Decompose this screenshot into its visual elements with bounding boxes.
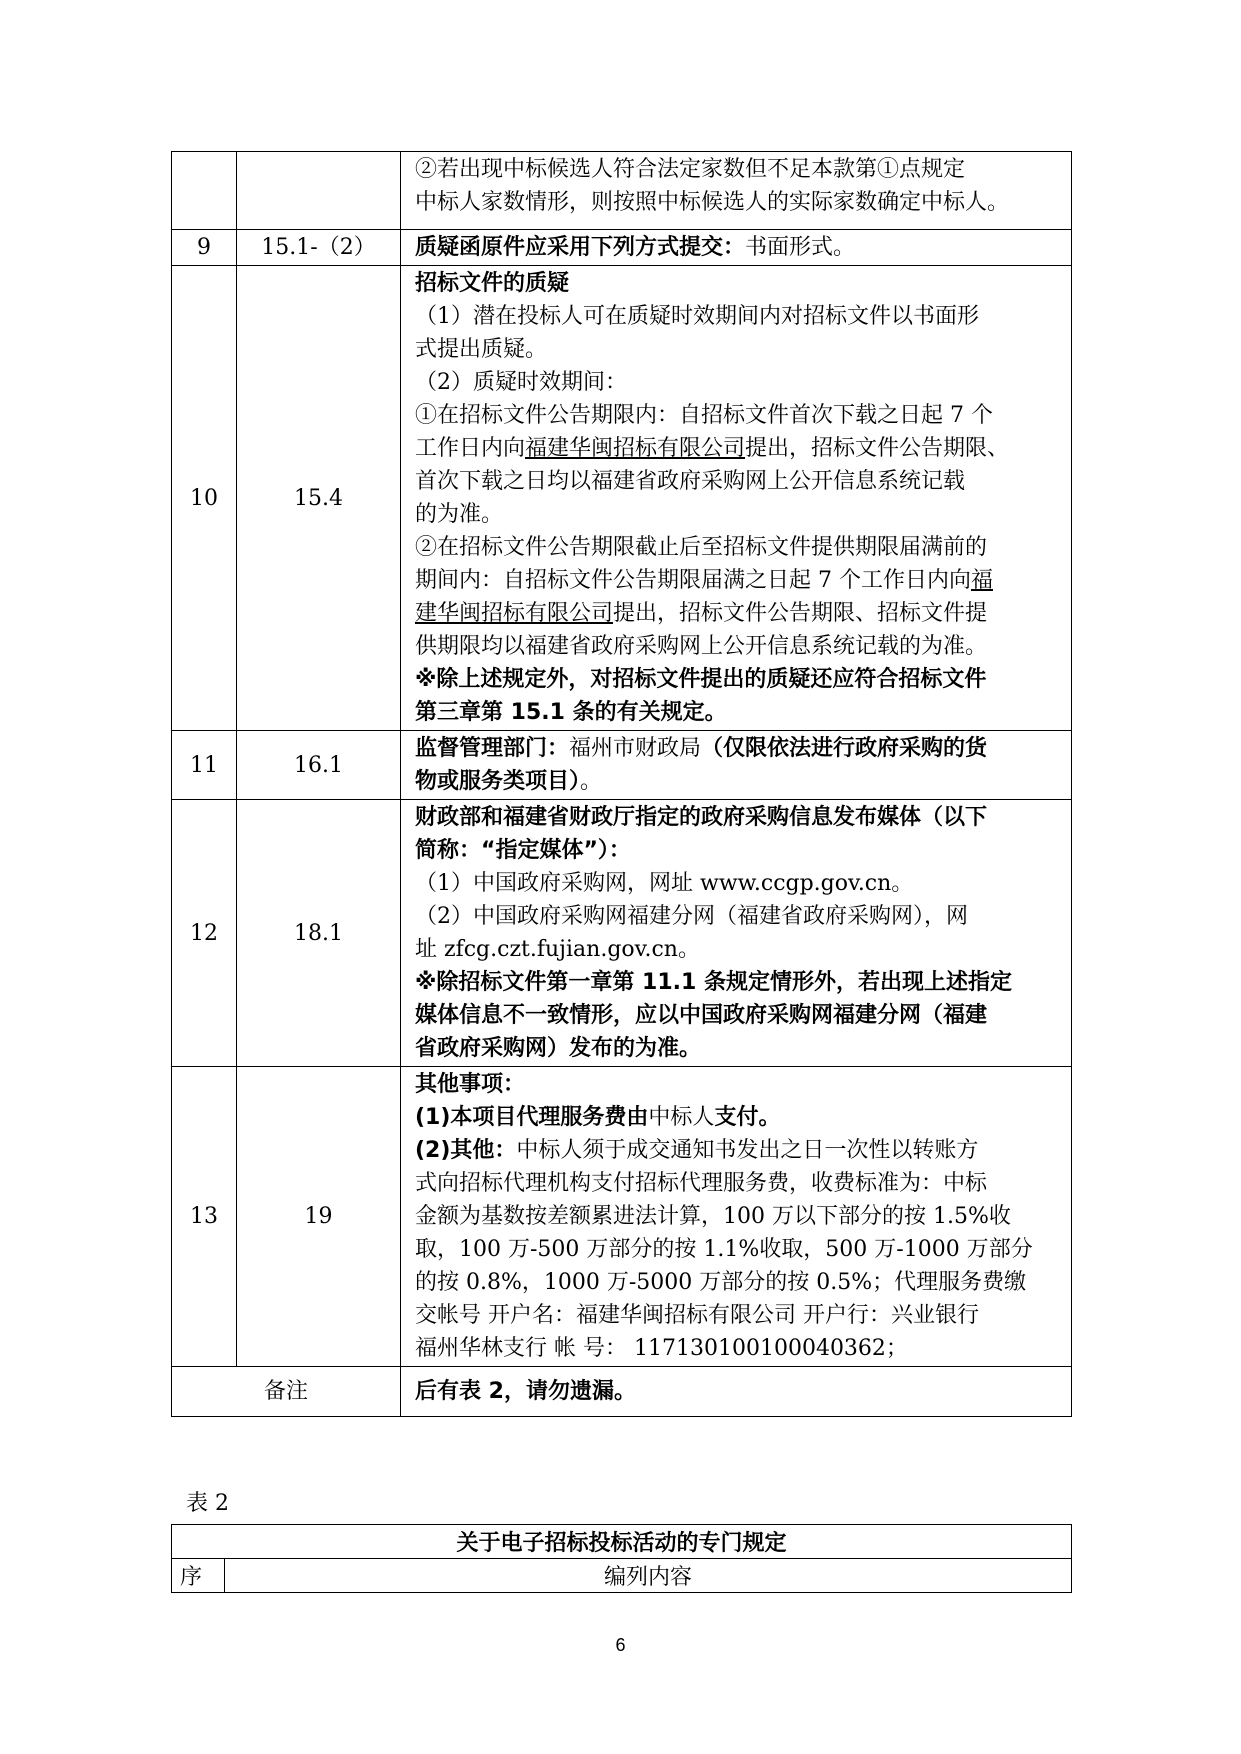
table2-label: 表 2 (186, 1491, 229, 1516)
column-header-content: 编列内容 (225, 1559, 1072, 1593)
remark-text: 后有表 2，请勿遗漏。 (401, 1367, 1072, 1417)
table2-title: 关于电子招标投标活动的专门规定 (172, 1525, 1072, 1559)
table-row (172, 230, 1072, 266)
column-header-seq: 序 (172, 1559, 225, 1593)
row-content: 监督管理部门：福州市财政局（仅限依法进行政府采购的货 物或服务类项目）。 (401, 731, 1072, 800)
remark-label: 备注 (172, 1367, 401, 1417)
article-number: 15.1-（2） (237, 230, 401, 266)
row-content: 其他事项： (1)本项目代理服务费由中标人支付。 (2)其他：中标人须于成交通知书发出之日一次性以转账方 式向招标代理机构支付招标代理服务费，收费标准为：中标 金额为基数按差额累进法计算，100 万以下部分的按 1.5%收 取，100 万-500 万部分的按 1.1%收取，500 万-1000 万部分 的按 0.8%，1000 万-5000 万部分的按 0.5%；代理服务费缴 交帐号 开户名：福建华闽招标有限公司 开户行：兴业银行 福州华林支行 帐 号： 117130100100040362； (401, 1067, 1072, 1367)
row-content: 招标文件的质疑 （1）潜在投标人可在质疑时效期间内对招标文件以书面形 式提出质疑。 （2）质疑时效期间： ①在招标文件公告期限内：自招标文件首次下载之日起 7 个 工作日内向福建华闽招标有限公司提出，招标文件公告期限、 首次下载之日均以福建省政府采购网上公开信息系统记载 的为准。 ②在招标文件公告期限截止后至招标文件提供期限届满前的 期间内：自招标文件公告期限届满之日起 7 个工作日内向福 建华闽招标有限公司提出，招标文件公告期限、招标文件提 供期限均以福建省政府采购网上公开信息系统记载的为准。 ※除上述规定外，对招标文件提出的质疑还应符合招标文件 第三章第 15.1 条的有关规定。 (401, 266, 1072, 731)
row-number: 11 (172, 731, 237, 800)
remark-row (172, 1367, 1072, 1417)
table-row (172, 800, 1072, 1067)
table-row (172, 152, 1072, 230)
table-header-row (172, 1559, 1072, 1593)
row-number: 12 (172, 800, 237, 1067)
page-number: 6 (615, 1635, 626, 1655)
article-number: 15.4 (237, 266, 401, 731)
table-title-row (172, 1525, 1072, 1559)
table-row (172, 731, 1072, 800)
article-number: 16.1 (237, 731, 401, 800)
agency-name: 福建华闽招标有限公司 (525, 436, 746, 461)
bid-data-table (171, 151, 1072, 1417)
table-row (172, 1067, 1072, 1367)
row-content: 质疑函原件应采用下列方式提交：书面形式。 (401, 230, 1072, 266)
article-number: 18.1 (237, 800, 401, 1067)
article-number: 19 (237, 1067, 401, 1367)
agency-name: 福 (971, 568, 994, 593)
row-number: 9 (172, 230, 237, 266)
row-content: 财政部和福建省财政厅指定的政府采购信息发布媒体（以下 简称：“指定媒体”）： （1）中国政府采购网，网址 www.ccgp.gov.cn。 （2）中国政府采购网福建分网（福建省政府采购网），网 址 zfcg.czt.fujian.gov.cn。 ※除招标文件第一章第 11.1 条规定情形外，若出现上述指定 媒体信息不一致情形，应以中国政府采购网福建分网（福建 省政府采购网）发布的为准。 (401, 800, 1072, 1067)
agency-name: 建华闽招标有限公司 (415, 601, 614, 626)
table-row (172, 266, 1072, 731)
row-number: 13 (172, 1067, 237, 1367)
row-number (172, 152, 237, 230)
article-number (237, 152, 401, 230)
row-content: ②若出现中标候选人符合法定家数但不足本款第①点规定 中标人家数情形，则按照中标候选人的实际家数确定中标人。 (401, 152, 1072, 230)
electronic-bidding-table (171, 1524, 1072, 1593)
row-number: 10 (172, 266, 237, 731)
